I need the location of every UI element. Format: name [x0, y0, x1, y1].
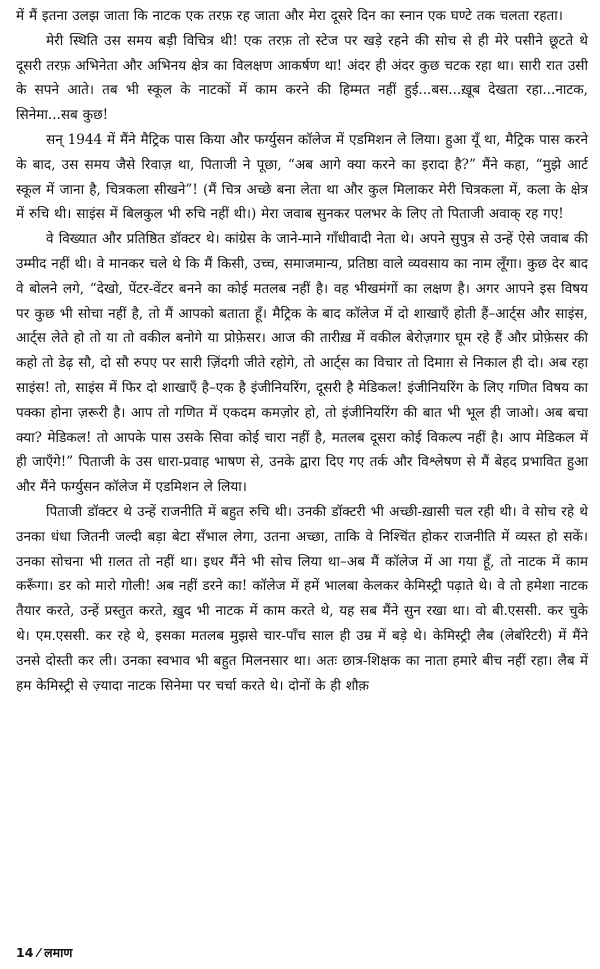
- body-text: [16, 4, 588, 698]
- paragraph-2: मेरी स्थिति उस समय बड़ी विचित्र थी! एक तरफ़ तो स्टेज पर खड़े रहने की सोच से ही मेरे पसीने छूटते थे दूसरी तरफ़ अभिनेता और अभिनय क्षेत्र का विलक्षण आकर्षण था! अंदर ही अंदर कुछ चटक रहा था। सारी रात उसी के सपने आते। तब भी स्कूल के नाटकों में काम करने की हिम्मत नहीं हुई...बस...ख़ूब देखता रहा...नाटक, सिनेमा...सब कुछ!: [16, 32, 588, 124]
- paragraph-4: वे विख्यात और प्रतिष्ठित डॉक्टर थे। कांग्रेस के जाने-माने गाँधीवादी नेता थे। अपने सुपुत्र से उन्हें ऐसे जवाब की उम्मीद नहीं थी। वे मानकर चले थे कि मैं किसी, उच्च, समाजमान्य, प्रतिष्ठा वाले व्यवसाय का नाम लूँगा। कुछ देर बाद वे बोलने लगे, “देखो, पेंटर-वेंटर बनने का कोई मतलब नहीं है। वह भीखमंगों का लक्षण है। अगर आपने इस विषय पर कुछ भी सोचा नहीं है, तो मैं आपको बताता हूँ। मैट्रिक के बाद कॉलेज में दो शाखाएँ होती हैं–आर्ट्स और साइंस, आर्ट्स लेते हो तो या तो वकील बनोगे या प्रोफ़ेसर। आज की तारीख़ में वकील बेरोज़गार घूम रहे हैं और प्रोफ़ेसर की कहो तो डेढ़ सौ, दो सौ रुपए पर सारी ज़िंदगी जीते रहोगे, तो आर्ट्स का विचार तो दिमाग़ से निकाल ही दो। अब रहा साइंस! तो, साइंस में फिर दो शाखाएँ है–एक है इंजीनियरिंग, दूसरी है मेडिकल! इंजीनियरिंग के लिए गणित विषय का पक्का होना ज़रूरी है। आप तो गणित में एकदम कमज़ोर हो, तो इंजीनियरिंग की बात भी भूल ही जाओ। अब बचा क्या? मेडिकल! तो आपके पास उसके सिवा कोई चारा नहीं है, मतलब दूसरा कोई विकल्प नहीं है। आप मेडिकल में ही जाएँगे!” पिताजी के उस धारा-प्रवाह भाषण से, उनके द्वारा दिए गए तर्क और विश्लेषण से मैं बेहद प्रभावित हुआ और मैंने फर्ग्युसन कॉलेज में एडमिशन ले लिया।: [16, 231, 588, 496]
- paragraph-5: पिताजी डॉक्टर थे उन्हें राजनीति में बहुत रुचि थी। उनकी डॉक्टरी भी अच्छी-ख़ासी चल रही थी। वे सोच रहे थे उनका धंधा जितनी जल्दी बड़ा बेटा सँभाल लेगा, उतना अच्छा, ताकि वे निश्चिंत होकर राजनीति में व्यस्त हो सकें। उनका सोचना भी ग़लत तो नहीं था। इधर मैंने भी सोच लिया था–अब मैं कॉलेज में आ गया हूँ, तो नाटक में काम करूँगा। डर को मारो गोली! अब नहीं डरने का! कॉलेज में हमें भालबा केलकर केमिस्ट्री पढ़ाते थे। वे तो हमेशा नाटक तैयार करते, उन्हें प्रस्तुत करते, ख़ुद भी नाटक में काम करते थे, यह सब मैंने सुन रखा था। वो बी.एससी. कर चुके थे। एम.एससी. कर रहे थे, इसका मतलब मुझसे चार-पाँच साल ही उम्र में बड़े थे। केमिस्ट्री लैब (लेबॉरेटरी) में मैंने उनसे दोस्ती कर ली। उनका स्वभाव भी बहुत मिलनसार था। अतः छात्र-शिक्षक का नाता हमारे बीच नहीं रहा। लैब में हम केमिस्ट्री से ज़्यादा नाटक सिनेमा पर चर्चा करते थे। दोनों के ही शौक़: [16, 503, 588, 694]
- page-footer: 14 ⁄ लमाण: [16, 945, 73, 960]
- paragraph-1: में मैं इतना उलझ जाता कि नाटक एक तरफ़ रह जाता और मेरा दूसरे दिन का स्नान एक घण्टे तक चलता रहता।: [16, 8, 563, 24]
- paragraph-3: सन् 1944 में मैंने मैट्रिक पास किया और फर्ग्युसन कॉलेज में एडमिशन ले लिया। हुआ यूँ था, मैट्रिक पास करने के बाद, उस समय जैसे रिवाज़ था, पिताजी ने पूछा, “अब आगे क्या करने का इरादा है?” मैंने कहा, “मुझे आर्ट स्कूल में जाना है, चित्रकला सीखने”! (मैं चित्र अच्छे बना लेता था और कुल मिलाकर मेरी चित्रकला में, कला के क्षेत्र में रुचि थी। साइंस में बिलकुल भी रुचि नहीं थी।) मेरा जवाब सुनकर पलभर के लिए तो पिताजी अवाक् रह गए!: [16, 131, 588, 223]
